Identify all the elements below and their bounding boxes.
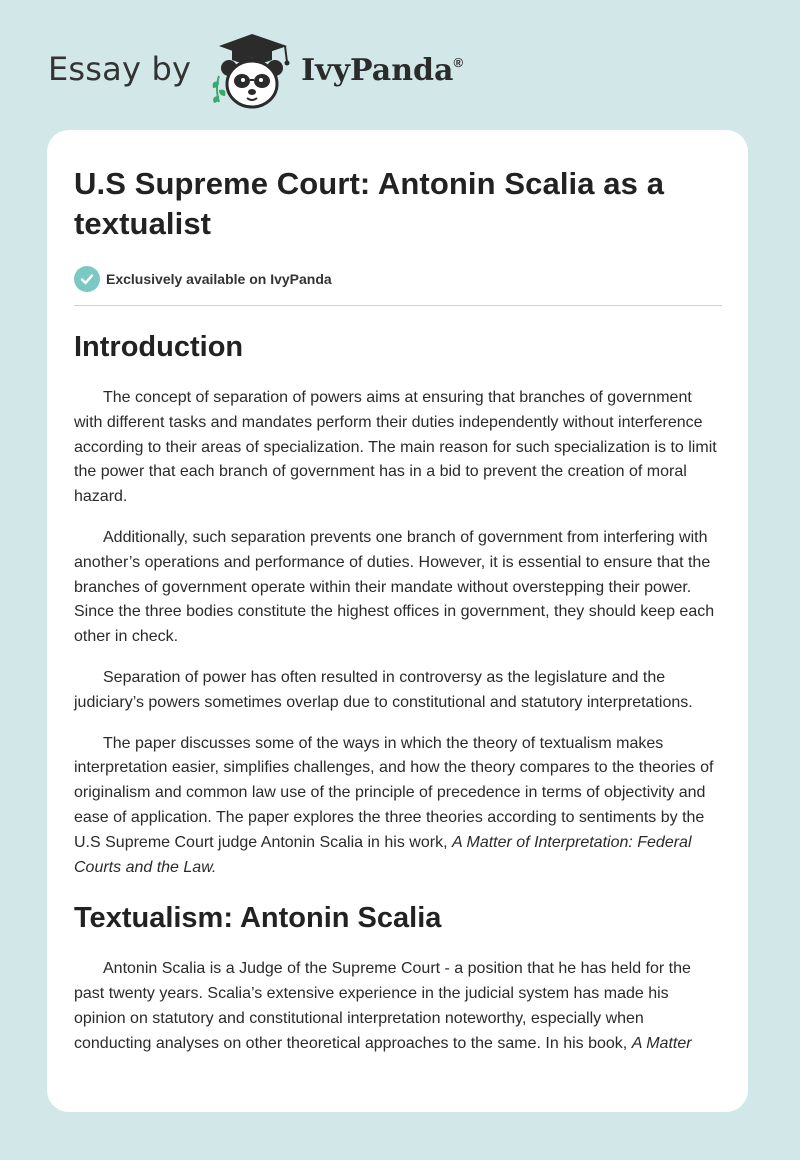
exclusive-label: Exclusively available on IvyPanda <box>106 271 332 287</box>
ivy-leaf-icon <box>213 76 226 103</box>
cited-work-fragment: A Matter <box>631 1034 692 1052</box>
brand-name[interactable]: IvyPanda® <box>301 52 464 88</box>
essay-card <box>47 130 748 1112</box>
checkmark-icon <box>74 266 100 292</box>
paragraph: Antonin Scalia is a Judge of the Supreme Court - a position that he has held for the past twenty years. Scalia’s extensive experience in the judicial system has made his opinion on statutory and constitutional interpretation noteworthy, especially when conducting analyses on other theoretical approaches to the same. In his book, A Matter <box>74 960 692 1052</box>
paragraph: Separation of power has often resulted in controversy as the legislature and the judiciary’s powers sometimes overlap due to constitutional and statutory interpretations. <box>74 668 693 711</box>
paragraph: Additionally, such separation prevents one branch of government from interfering with another’s operations and performance of duties. However, it is essential to ensure that the branches of government operate within their mandate without overstepping their power. Since the three bodies constitute the highest offices in government, they should keep each other in check. <box>74 528 715 646</box>
panda-graduate-logo-icon[interactable] <box>207 32 297 112</box>
section-heading-textualism: Textualism: Antonin Scalia <box>74 902 442 935</box>
site-header <box>48 32 463 112</box>
divider <box>74 305 722 306</box>
section-heading-introduction: Introduction <box>74 331 244 363</box>
essay-by-label: Essay by <box>48 50 192 88</box>
paragraph: The concept of separation of powers aims at ensuring that branches of government with different tasks and mandates perform their duties independently without interference according to their areas of specialization. The main reason for such specialization is to limit the power that each branch of government has in a bid to prevent the creation of moral hazard. <box>74 389 717 506</box>
exclusive-badge <box>74 266 722 292</box>
cited-work-title: A Matter of Interpretation: Federal Courts and the Law. <box>74 833 692 876</box>
paragraph: The paper discusses some of the ways in which the theory of textualism makes interpretation easier, simplifies challenges, and how the theory compares to the theories of originalism and common law use of the principle of precedence in terms of objectivity and ease of application. The paper explores the three theories according to sentiments by the U.S Supreme Court judge Antonin Scalia in his work, A Matter of Interpretation: Federal Courts and the Law. <box>74 734 714 876</box>
registered-mark: ® <box>453 54 464 70</box>
essay-title: U.S Supreme Court: Antonin Scalia as a textualist <box>74 166 665 241</box>
